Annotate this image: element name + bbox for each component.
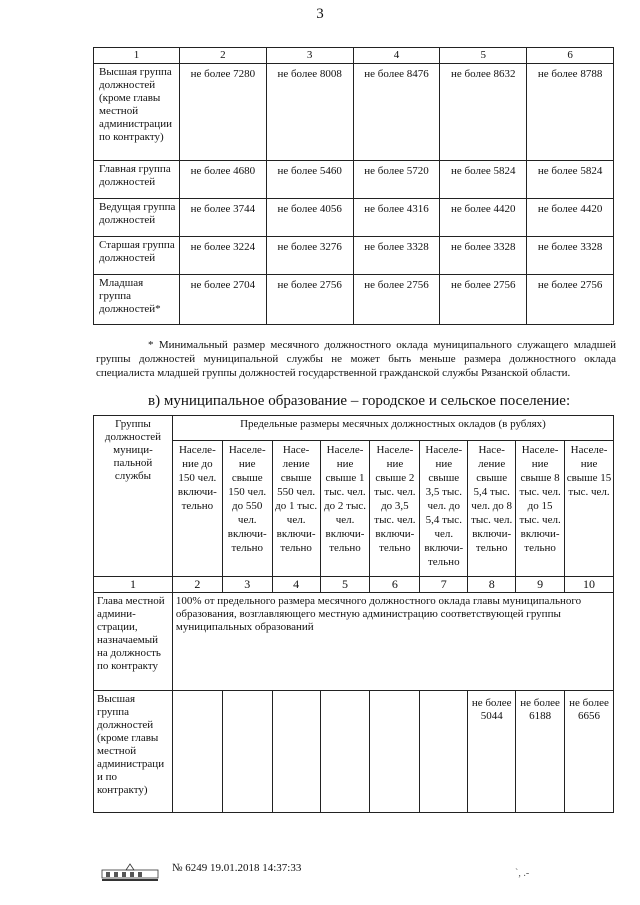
salary-value: не более 5044	[468, 691, 516, 813]
table-row	[94, 64, 614, 161]
population-header: Населе-ние свыше 8 тыс. чел. до 15 тыс. чел. включи-тельно	[516, 441, 565, 577]
table-header-row	[94, 48, 614, 64]
table-row	[94, 691, 614, 813]
salary-value: не более 5824	[527, 161, 614, 199]
table-row	[94, 593, 614, 691]
population-header: Населе-ние свыше 150 чел. до 550 чел. включи-тельно	[222, 441, 272, 577]
salary-value: не более 3276	[266, 237, 353, 275]
salary-value	[272, 691, 320, 813]
table-row	[94, 275, 614, 325]
salary-table-2	[93, 415, 614, 813]
col-number: 3	[222, 577, 272, 593]
salary-value: не более 5720	[353, 161, 440, 199]
salary-value	[222, 691, 272, 813]
salary-value	[320, 691, 370, 813]
col-number: 6	[370, 577, 420, 593]
col-number: 1	[94, 577, 173, 593]
col-number: 4	[272, 577, 320, 593]
scan-marks: `, .-	[515, 868, 530, 879]
group-header: Группы должностей муници-пальной службы	[94, 416, 173, 577]
group-name: Старшая группа должностей	[94, 237, 180, 275]
salary-value	[370, 691, 420, 813]
salary-value: не более 8476	[353, 64, 440, 161]
group-name: Высшая группа должностей (кроме главы местной администраци и по контракту)	[94, 691, 173, 813]
salary-value	[420, 691, 468, 813]
group-name: Высшая группа должностей (кроме главы местной администрации по контракту)	[94, 64, 180, 161]
col-number: 7	[420, 577, 468, 593]
salary-value: не более 8008	[266, 64, 353, 161]
salary-value: не более 4316	[353, 199, 440, 237]
table-row	[94, 161, 614, 199]
salary-value: не более 7280	[179, 64, 266, 161]
col-number: 5	[440, 48, 527, 64]
col-number: 2	[172, 577, 222, 593]
table-row	[94, 199, 614, 237]
col-number: 9	[516, 577, 565, 593]
population-header: Населе-ние до 150 чел. включи-тельно	[172, 441, 222, 577]
group-name: Младшая группа должностей*	[94, 275, 180, 325]
group-name: Ведущая группа должностей	[94, 199, 180, 237]
col-number: 5	[320, 577, 370, 593]
salary-value: не более 2756	[527, 275, 614, 325]
registry-logo-icon	[100, 862, 160, 882]
salary-value: не более 2756	[440, 275, 527, 325]
salary-value: не более 6656	[565, 691, 614, 813]
table-row	[94, 237, 614, 275]
population-header: Населе-ние свыше 15 тыс. чел.	[565, 441, 614, 577]
salary-value: не более 2756	[353, 275, 440, 325]
salary-value: не более 5824	[440, 161, 527, 199]
table-header-row	[94, 416, 614, 441]
salary-value: не более 4420	[440, 199, 527, 237]
limits-header: Предельные размеры месячных должностных окладов (в рублях)	[172, 416, 613, 441]
col-number: 8	[468, 577, 516, 593]
col-number: 1	[94, 48, 180, 64]
col-number: 10	[565, 577, 614, 593]
salary-value: не более 5460	[266, 161, 353, 199]
salary-value: не более 2704	[179, 275, 266, 325]
salary-value: не более 2756	[266, 275, 353, 325]
salary-value: не более 8632	[440, 64, 527, 161]
salary-value: не более 3328	[353, 237, 440, 275]
footnote	[96, 338, 616, 380]
salary-value	[172, 691, 222, 813]
population-header: Насе-ление свыше 5,4 тыс. чел. до 8 тыс. чел. включи-тельно	[468, 441, 516, 577]
group-name: Главная группа должностей	[94, 161, 180, 199]
salary-value: не более 4680	[179, 161, 266, 199]
salary-value: не более 4420	[527, 199, 614, 237]
population-header: Населе-ние свыше 1 тыс. чел. до 2 тыс. чел. включи-тельно	[320, 441, 370, 577]
col-number: 2	[179, 48, 266, 64]
registry-stamp: № 6249 19.01.2018 14:37:33	[172, 862, 302, 874]
salary-value: не более 3328	[527, 237, 614, 275]
col-number: 3	[266, 48, 353, 64]
population-header: Насе-ление свыше 550 чел. до 1 тыс. чел. включи-тельно	[272, 441, 320, 577]
head-salary-text: 100% от предельного размера месячного должностного оклада главы муниципального образования, возглавляющего местную администрацию соответствующей группы муниципальных образований	[172, 593, 613, 691]
salary-value: не более 3224	[179, 237, 266, 275]
col-number: 4	[353, 48, 440, 64]
page-number: 3	[316, 6, 324, 22]
salary-value: не более 3744	[179, 199, 266, 237]
footnote-text: * Минимальный размер месячного должностного оклада муниципального служащего младшей группы должностей муниципальной службы не может быть меньше размера должностного оклада специалиста младшей группы должностей государственной гражданской службы Рязанской области.	[96, 339, 616, 379]
group-name: Глава местной админи-страции, назначаемый на должность по контракту	[94, 593, 173, 691]
col-number: 6	[527, 48, 614, 64]
population-header: Населе-ние свыше 3,5 тыс. чел. до 5,4 тыс. чел. включи-тельно	[420, 441, 468, 577]
column-number-row	[94, 577, 614, 593]
population-header: Населе-ние свыше 2 тыс. чел. до 3,5 тыс. чел. включи-тельно	[370, 441, 420, 577]
section-title: в) муниципальное образование – городское и сельское поселение:	[148, 393, 571, 409]
salary-value: не более 6188	[516, 691, 565, 813]
salary-value: не более 4056	[266, 199, 353, 237]
table-subheader-row	[94, 441, 614, 577]
salary-table-1	[93, 47, 614, 325]
salary-value: не более 3328	[440, 237, 527, 275]
salary-value: не более 8788	[527, 64, 614, 161]
